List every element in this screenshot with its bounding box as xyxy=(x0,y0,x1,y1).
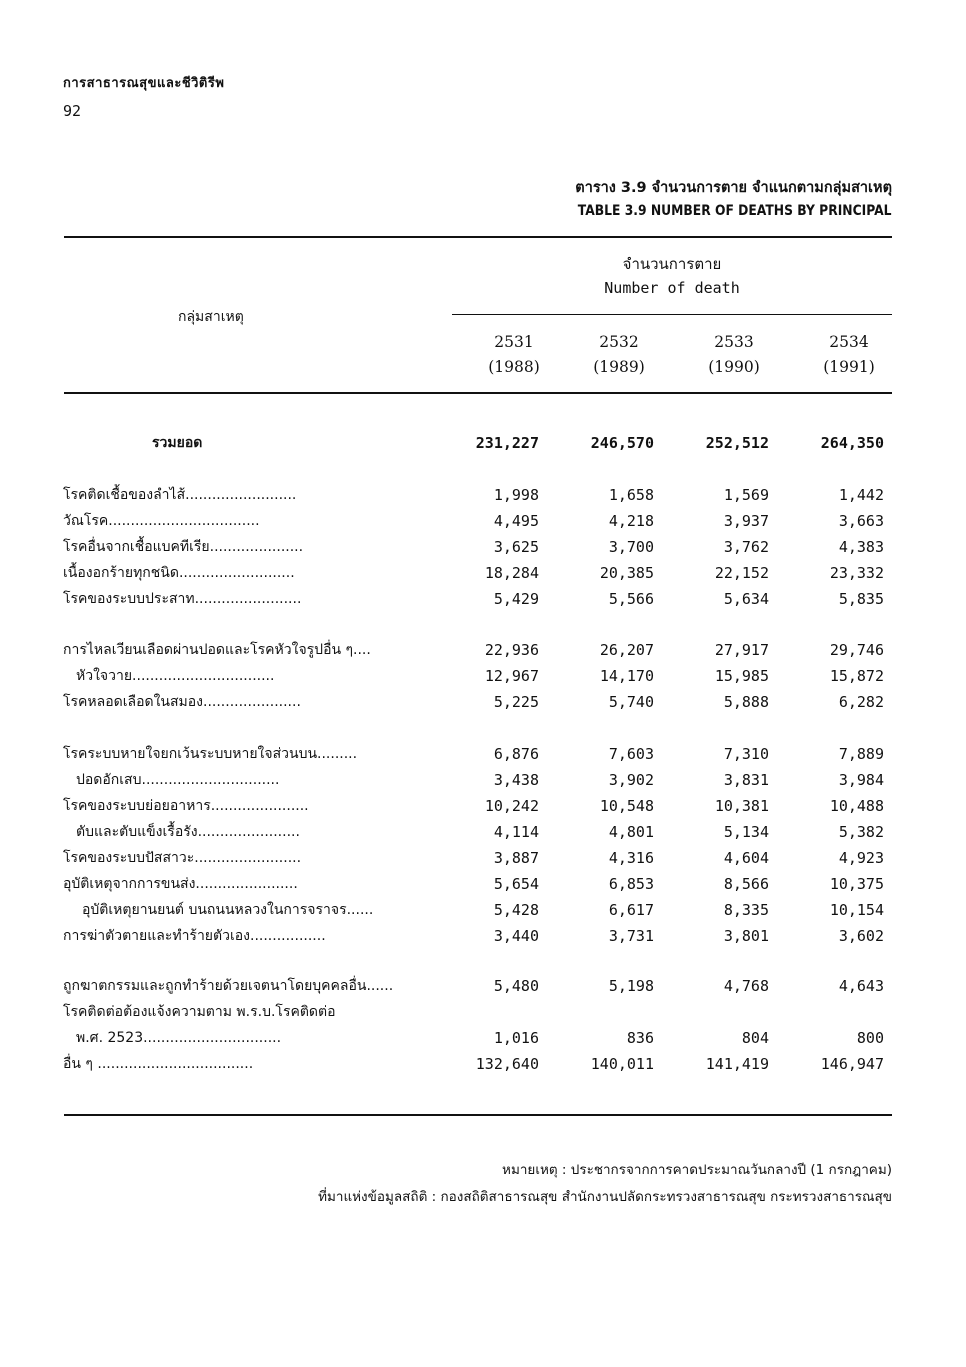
cell-2532: 4,316 xyxy=(608,849,654,867)
year-header-2534 xyxy=(794,330,904,380)
cell-2534: 15,872 xyxy=(829,667,884,685)
cell-2534: 4,383 xyxy=(838,538,884,556)
cell-2534: 7,889 xyxy=(838,745,884,763)
cell-2533: 5,634 xyxy=(723,590,769,608)
cell-2532: 4,218 xyxy=(608,512,654,530)
year-be: 2534 xyxy=(829,333,869,351)
row-label: อื่น ๆ ................................... xyxy=(63,1056,254,1072)
table-row xyxy=(0,973,966,999)
year-be: 2532 xyxy=(599,333,639,351)
table-row xyxy=(0,819,966,845)
year-ce: (1988) xyxy=(488,358,540,376)
group-header-english: Number of death xyxy=(604,279,740,297)
table-row xyxy=(0,560,966,586)
cell-2531: 5,225 xyxy=(493,693,539,711)
cell-2531: 132,640 xyxy=(475,1055,539,1073)
cell-2532: 3,700 xyxy=(608,538,654,556)
cell-2534: 800 xyxy=(856,1029,884,1047)
table-row xyxy=(0,586,966,612)
cell-2534: 23,332 xyxy=(829,564,884,582)
cell-2531: 22,936 xyxy=(484,641,539,659)
table-row xyxy=(0,845,966,871)
header-rule xyxy=(64,392,892,394)
year-ce: (1991) xyxy=(823,358,875,376)
cell-2532: 5,198 xyxy=(608,977,654,995)
table-row xyxy=(0,897,966,923)
table-row xyxy=(0,689,966,715)
row-label: การไหลเวียนเลือดผ่านปอดและโรคหัวใจรูปอื่น ๆ.... xyxy=(63,642,371,658)
row-label: โรคติดเชื้อของลำไส้......................... xyxy=(63,487,297,503)
cell-2533: 4,604 xyxy=(723,849,769,867)
cell-2533: 10,381 xyxy=(714,797,769,815)
page-number: 92 xyxy=(63,102,82,120)
row-label: โรคหลอดเลือดในสมอง...................... xyxy=(63,694,301,710)
cell-2533: 141,419 xyxy=(705,1055,769,1073)
remark-note: หมายเหตุ : ประชากรจากการคาดประมาณวันกลางปี (1 กรกฎาคม) xyxy=(502,1162,892,1178)
cell-2532: 6,853 xyxy=(608,875,654,893)
table-row-total xyxy=(0,430,966,456)
cell-2534: 264,350 xyxy=(820,434,884,452)
row-label: เนื้องอกร้ายทุกชนิด.......................... xyxy=(63,565,295,581)
cell-2533: 7,310 xyxy=(723,745,769,763)
row-label: การฆ่าตัวตายและทำร้ายตัวเอง................. xyxy=(63,928,326,944)
cell-2532: 836 xyxy=(626,1029,654,1047)
cell-2531: 5,654 xyxy=(493,875,539,893)
cell-2533: 22,152 xyxy=(714,564,769,582)
cell-2531: 4,114 xyxy=(493,823,539,841)
cell-2531: 1,998 xyxy=(493,486,539,504)
year-be: 2533 xyxy=(714,333,754,351)
top-rule xyxy=(64,236,892,238)
cell-2532: 3,731 xyxy=(608,927,654,945)
cell-2532: 26,207 xyxy=(599,641,654,659)
cell-2534: 1,442 xyxy=(838,486,884,504)
table-row xyxy=(0,871,966,897)
cell-2531: 1,016 xyxy=(493,1029,539,1047)
row-label: อุบัติเหตุจากการขนส่ง....................... xyxy=(63,876,298,892)
cell-2531: 3,625 xyxy=(493,538,539,556)
cell-2531: 18,284 xyxy=(484,564,539,582)
cell-2532: 10,548 xyxy=(599,797,654,815)
table-row xyxy=(0,923,966,949)
row-label: ถูกฆาตกรรมและถูกทำร้ายด้วยเจตนาโดยบุคคลอื่น...... xyxy=(63,978,394,994)
span-rule xyxy=(452,314,892,315)
cell-2533: 15,985 xyxy=(714,667,769,685)
cell-2534: 3,602 xyxy=(838,927,884,945)
cell-2532: 1,658 xyxy=(608,486,654,504)
row-label: วัณโรค.................................. xyxy=(63,513,260,529)
table-row xyxy=(0,793,966,819)
cell-2534: 10,154 xyxy=(829,901,884,919)
cell-2533: 5,888 xyxy=(723,693,769,711)
year-header-2533 xyxy=(679,330,789,380)
cell-2532: 14,170 xyxy=(599,667,654,685)
row-label: ปอดอักเสบ............................... xyxy=(76,772,280,788)
year-header-2532 xyxy=(564,330,674,380)
cell-2531: 5,428 xyxy=(493,901,539,919)
table-row xyxy=(0,534,966,560)
table-row xyxy=(0,1025,966,1051)
cell-2533: 3,762 xyxy=(723,538,769,556)
table-caption-english: TABLE 3.9 NUMBER OF DEATHS BY PRINCIPAL xyxy=(578,203,892,219)
year-be: 2531 xyxy=(494,333,534,351)
cell-2532: 140,011 xyxy=(590,1055,654,1073)
row-label: โรคติดต่อต้องแจ้งความตาม พ.ร.บ.โรคติดต่อ xyxy=(63,1004,336,1020)
table-row xyxy=(0,663,966,689)
cell-2531: 12,967 xyxy=(484,667,539,685)
cell-2533: 252,512 xyxy=(705,434,769,452)
cell-2531: 3,440 xyxy=(493,927,539,945)
cell-2534: 29,746 xyxy=(829,641,884,659)
group-header-thai: จำนวนการตาย xyxy=(622,255,722,273)
cell-2534: 146,947 xyxy=(820,1055,884,1073)
table-row xyxy=(0,482,966,508)
source-note: ที่มาแห่งข้อมูลสถิติ : กองสถิติสาธารณสุข สำนักงานปลัดกระทรวงสาธารณสุข กระทรวงสาธารณสุข xyxy=(318,1189,892,1205)
cell-2531: 4,495 xyxy=(493,512,539,530)
cell-2534: 10,375 xyxy=(829,875,884,893)
cell-2533: 8,566 xyxy=(723,875,769,893)
row-label: ตับและตับแข็งเรื้อรัง....................... xyxy=(76,824,300,840)
row-label: โรคระบบหายใจยกเว้นระบบหายใจส่วนบน......... xyxy=(63,746,358,762)
row-label: โรคของระบบปัสสาวะ........................ xyxy=(63,850,302,866)
cell-2533: 3,801 xyxy=(723,927,769,945)
cell-2532: 20,385 xyxy=(599,564,654,582)
cell-2534: 3,663 xyxy=(838,512,884,530)
row-label: โรคของระบบประสาท........................ xyxy=(63,591,302,607)
row-label: รวมยอด xyxy=(152,435,203,451)
cell-2531: 6,876 xyxy=(493,745,539,763)
bottom-rule xyxy=(64,1114,892,1116)
cell-2533: 4,768 xyxy=(723,977,769,995)
row-label: หัวใจวาย................................ xyxy=(76,668,275,684)
year-ce: (1989) xyxy=(593,358,645,376)
year-ce: (1990) xyxy=(708,358,760,376)
table-row xyxy=(0,637,966,663)
table-row xyxy=(0,741,966,767)
row-label: โรคอื่นจากเชื้อแบคทีเรีย..................... xyxy=(63,539,304,555)
cell-2531: 5,429 xyxy=(493,590,539,608)
cell-2534: 3,984 xyxy=(838,771,884,789)
cell-2533: 1,569 xyxy=(723,486,769,504)
cell-2533: 3,937 xyxy=(723,512,769,530)
cell-2534: 5,835 xyxy=(838,590,884,608)
cell-2533: 3,831 xyxy=(723,771,769,789)
table-caption-thai: ตาราง 3.9 จำนวนการตาย จำแนกตามกลุ่มสาเหตุ xyxy=(575,180,892,196)
row-label: อุบัติเหตุยานยนต์ บนถนนหลวงในการจราจร...... xyxy=(82,902,374,918)
cell-2532: 3,902 xyxy=(608,771,654,789)
cell-2533: 5,134 xyxy=(723,823,769,841)
cell-2534: 4,923 xyxy=(838,849,884,867)
cell-2531: 5,480 xyxy=(493,977,539,995)
table-row xyxy=(0,1051,966,1077)
cell-2534: 5,382 xyxy=(838,823,884,841)
row-label: โรคของระบบย่อยอาหาร...................... xyxy=(63,798,309,814)
cell-2532: 5,566 xyxy=(608,590,654,608)
cell-2534: 4,643 xyxy=(838,977,884,995)
cell-2531: 10,242 xyxy=(484,797,539,815)
cell-2533: 8,335 xyxy=(723,901,769,919)
row-label: พ.ศ. 2523............................... xyxy=(76,1030,282,1046)
table-row xyxy=(0,999,966,1025)
cell-2533: 804 xyxy=(741,1029,769,1047)
year-header-2531 xyxy=(459,330,569,380)
cell-2532: 7,603 xyxy=(608,745,654,763)
cell-2532: 246,570 xyxy=(590,434,654,452)
cell-2531: 3,438 xyxy=(493,771,539,789)
table-row xyxy=(0,508,966,534)
cell-2532: 4,801 xyxy=(608,823,654,841)
cell-2532: 6,617 xyxy=(608,901,654,919)
table-row xyxy=(0,767,966,793)
cell-2532: 5,740 xyxy=(608,693,654,711)
cell-2531: 3,887 xyxy=(493,849,539,867)
cause-header: กลุ่มสาเหตุ xyxy=(178,309,244,325)
running-title: การสาธารณสุขและชีวิติรีพ xyxy=(63,76,225,91)
cell-2533: 27,917 xyxy=(714,641,769,659)
cell-2531: 231,227 xyxy=(475,434,539,452)
cell-2534: 10,488 xyxy=(829,797,884,815)
cell-2534: 6,282 xyxy=(838,693,884,711)
